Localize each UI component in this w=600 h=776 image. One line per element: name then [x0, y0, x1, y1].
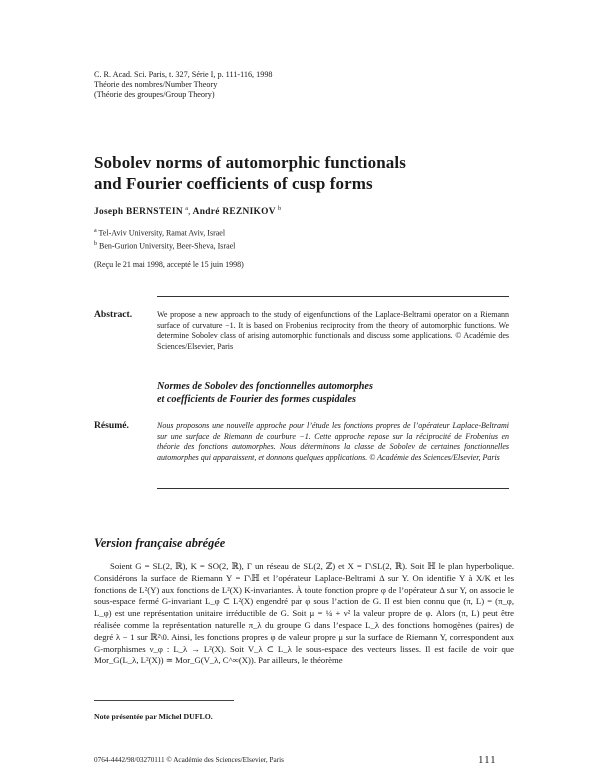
affiliation-text: Ben-Gurion University, Beer-Sheva, Israel [99, 241, 236, 251]
received-dates: (Reçu le 21 mai 1998, accepté le 15 juin 1998) [94, 260, 244, 269]
abstract-top-rule [157, 296, 509, 297]
paper-title-line1: Sobolev norms of automorphic functionals [94, 153, 406, 172]
author-first-mark: a [185, 206, 188, 212]
paper-title-line2: and Fourier coefficients of cusp forms [94, 174, 373, 193]
footnote-rule [94, 700, 234, 701]
journal-citation: C. R. Acad. Sci. Paris, t. 327, Série I, p. 111-116, 1998 [94, 70, 273, 79]
resume-text: Nous proposons une nouvelle approche pour l’étude les fonctions propres de l’opérateur Laplace-Beltrami sur une surface de Riemann de courbure −1. Cette approche repose sur la réciprocité de Frobenius en théorie des fonctions automorphes. Nous déterminons la classe de Sobolev de certaines fonctionnelles automorphes qui apparaissent, et donnons quelques applications. © Académie des Sciences/Elsevier, Paris [157, 421, 509, 463]
body-paragraph: Soient G = SL(2, ℝ), K = SO(2, ℝ), Γ un réseau de SL(2, ℤ) et X = Γ\SL(2, ℝ). Soit ℍ le plan hyperbolique. Considérons la surface de Riemann Y = Γ\ℍ et l’opérateur Laplace-Beltrami Δ sur Y. On identifie Y à X/K et les fonctions de L²(Y) aux fonctions de L²(X) K-invariantes. À toute fonction propre φ de l’opérateur Δ sur Y, on associe le sous-espace fermé G-invariant L_φ ⊂ L²(X) engendré par φ sous l’action de G. Il est bien connu que (π, L) = (π_φ, L_φ) est une représentation unitaire irréductible de G. Soit μ = ¼ + ν² la valeur propre de φ. Alors (π, L) peut être réalisée comme la représentation naturelle π_λ du groupe G dans l’espace L_λ des fonctions homogènes (paires) de degré λ − 1 sur ℝ²\0. Ainsi, les fonctions propres φ de valeur propre μ sur la surface de Riemann Y, correspondent aux G-morphismes ν_φ : L_λ → L²(X). Soit V_λ ⊂ L_λ le sous-espace des vecteurs lisses. Il est facile de voir que Mor_G(L_λ, L²(X)) ≃ Mor_G(V_λ, C^∞(X)). Par ailleurs, le théorème [94, 561, 514, 666]
section-line: Théorie des nombres/Number Theory [94, 80, 218, 89]
resume-label: Résumé. [94, 420, 129, 431]
author-second-mark: b [278, 206, 282, 212]
french-title-line2: et coefficients de Fourier des formes cuspidales [157, 394, 357, 405]
affiliation-text: Tel-Aviv University, Ramat Aviv, Israel [98, 228, 226, 238]
footer-copyright: 0764-4442/98/03270111 © Académie des Sciences/Elsevier, Paris [94, 756, 284, 764]
affiliation-a [94, 228, 225, 238]
body-text [94, 561, 514, 667]
affiliation-mark: b [94, 241, 97, 247]
french-title-line1: Normes de Sobolev des fonctionnelles automorphes [157, 381, 373, 392]
author-first: Joseph BERNSTEIN [94, 207, 183, 218]
section-line-secondary: (Théorie des groupes/Group Theory) [94, 90, 215, 99]
author-separator: , [187, 207, 191, 218]
affiliation-b [94, 241, 235, 251]
abstract-label: Abstract. [94, 309, 133, 320]
abstract-text: We propose a new approach to the study of eigenfunctions of the Laplace-Beltrami operator on a Riemann surface of curvature −1. It is based on Frobenius reciprocity from the theory of automorphic functions. We determine Sobolev class of arising automorphic functionals and discuss some applications. © Académie des Sciences/Elsevier, Paris [157, 310, 509, 352]
abstract-bottom-rule [157, 488, 509, 489]
page-number: 111 [478, 754, 497, 766]
footnote: Note présentée par Michel DUFLO. [94, 712, 213, 721]
affiliation-mark: a [94, 228, 97, 234]
authors [94, 206, 281, 217]
section-heading: Version française abrégée [94, 536, 226, 550]
author-second: André REZNIKOV [192, 207, 276, 218]
